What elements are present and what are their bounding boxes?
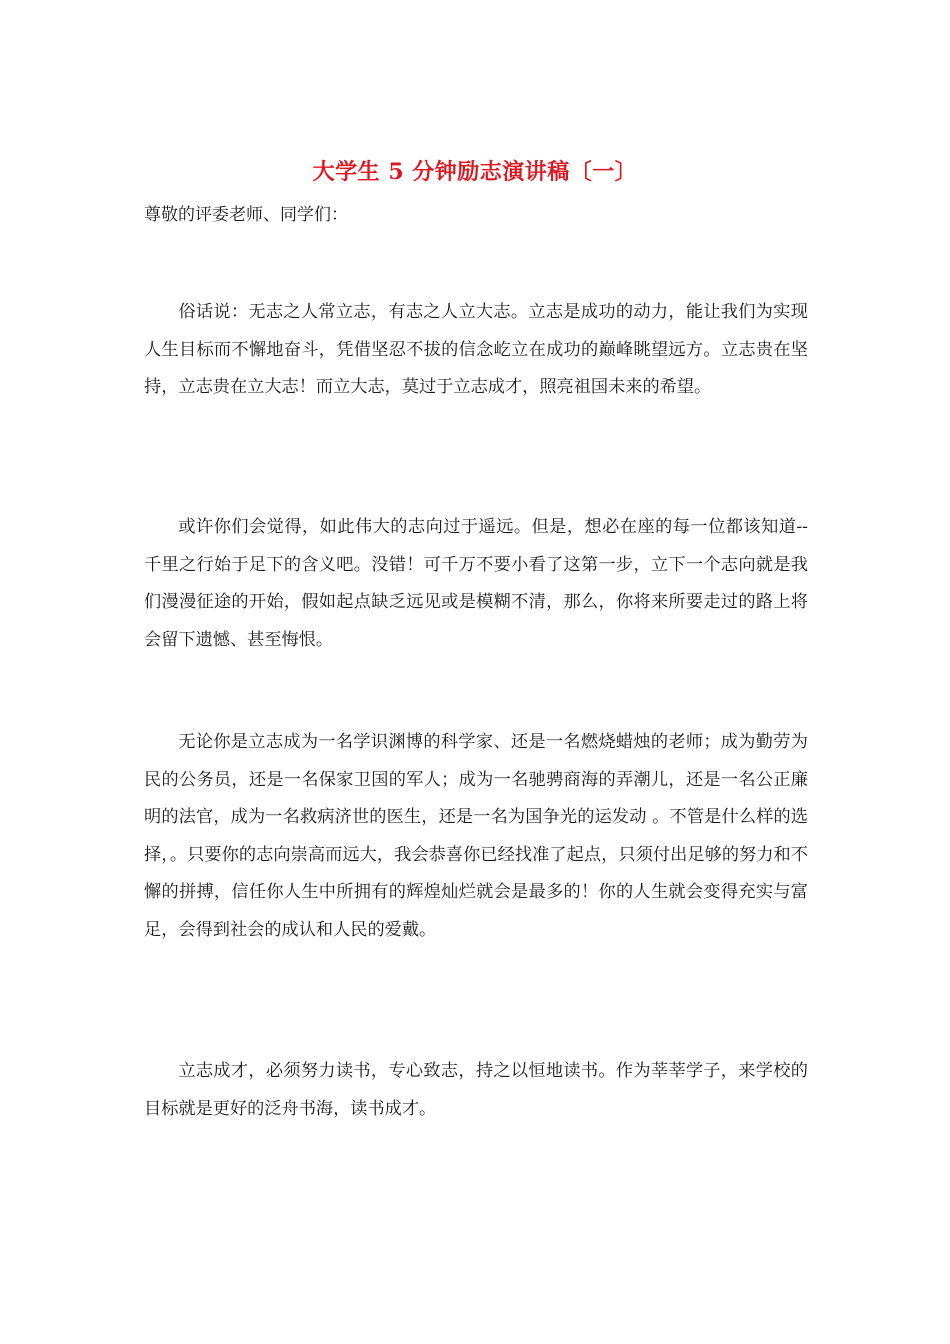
paragraph-1: 俗话说：无志之人常立志，有志之人立大志。立志是成功的动力，能让我们为实现人生目标而不懈地奋斗，凭借坚忍不拔的信念屹立在成功的巅峰眺望远方。立志贵在坚持，立志贵在立大志！而立大志，莫过于立志成才，照亮祖国未来的希望。 <box>144 302 808 397</box>
paragraph-4: 立志成才，必须努力读书，专心致志，持之以恒地读书。作为莘莘学子，来学校的目标就是更好的泛舟书海，读书成才。 <box>144 1061 808 1119</box>
paragraph-2: 或许你们会觉得，如此伟大的志向过于遥远。但是，想必在座的每一位都该知道--千里之行始于足下的含义吧。没错！可千万不要小看了这第一步，立下一个志向就是我们漫漫征途的开始，假如起点缺乏远见或是模糊不清，那么，你将来所要走过的路上将会留下遗憾、甚至悔恨。 <box>144 517 808 650</box>
document-title: 大学生 5 分钟励志演讲稿〔一〕 <box>312 159 638 185</box>
salutation: 尊敬的评委老师、同学们： <box>144 205 348 225</box>
paragraph-3: 无论你是立志成为一名学识渊博的科学家、还是一名燃烧蜡烛的老师；成为勤劳为民的公务员，还是一名保家卫国的军人；成为一名驰骋商海的弄潮儿，还是一名公正廉明的法官，成为一名救病济世的医生，还是一名为国争光的运发动 。不管是什么样的选择，。只要你的志向崇高而远大，我会恭喜你已经找准了起点，只须付出足够的努力和不懈的拼搏，信任你人生中所拥有的辉煌灿烂就会是最多的！你的人生就会变得充实与富足，会得到社会的成认和人民的爱戴。 <box>144 732 808 940</box>
